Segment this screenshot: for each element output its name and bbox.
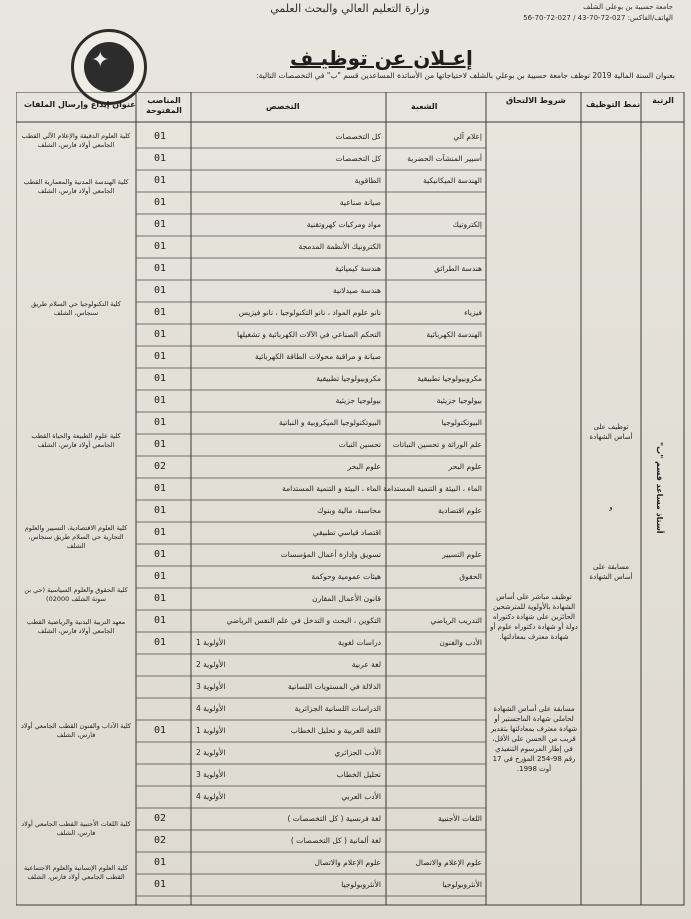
positions-cell: 01 <box>154 263 167 274</box>
positions-cell: 01 <box>154 351 167 362</box>
positions-cell: 02 <box>154 461 167 472</box>
branch-cell: علوم البحر <box>448 462 482 471</box>
col-header-address: عنوان إيداع وإرسال الملفات <box>24 100 136 109</box>
specialty-cell: لغة ألمانية ( كل التخصصات ) <box>290 836 381 845</box>
positions-cell: 01 <box>154 373 167 384</box>
specialty-cell: دراسات لغوية <box>338 638 381 647</box>
priority-cell: الأولوية 4 <box>196 792 226 801</box>
ministry-heading: وزارة التعليم العالي والبحث العلمي <box>270 2 430 15</box>
branch-cell: بيولوجيا جزيئية <box>436 396 482 405</box>
specialty-cell: محاسبة، مالية وبنوك <box>317 506 381 515</box>
specialty-cell: البيوتكنولوجيا الميكروبية و النباتية <box>278 418 381 427</box>
specialty-cell: هندسة صيدلانية <box>332 286 381 295</box>
specialty-cell: لغة فرنسية ( كل التخصصات ) <box>287 814 381 823</box>
specialty-cell: التكوين ، البحث و التدخل في علم النفس الرياضي <box>226 616 381 625</box>
priority-cell: الأولوية 2 <box>196 660 226 669</box>
positions-cell: 01 <box>154 417 167 428</box>
university-line: جامعة حسيبة بن بوعلي الشلف <box>583 3 673 11</box>
specialty-cell: صيانة و مراقبة محولات الطاقة الكهربائية <box>254 352 381 361</box>
branch-cell: علم الوراثة و تحسين النباتات <box>392 440 482 449</box>
positions-cell: 01 <box>154 857 167 868</box>
positions-cell: 01 <box>154 615 167 626</box>
faculty-cell: كلية العلوم الدقيقة والإعلام الآلي القطب الجامعي أولاد فارس، الشلف <box>21 132 131 149</box>
branch-cell: الهندسة الميكانيكية <box>423 176 482 185</box>
positions-cell: 01 <box>154 153 167 164</box>
col-header-grade: الرتبة <box>652 96 674 105</box>
col-header-branch: الشعبة <box>411 102 438 111</box>
branch-cell: علوم التسيير <box>442 550 482 559</box>
specialty-cell: علوم الإعلام والاتصال <box>314 858 381 867</box>
faculty-cell: كلية الآداب والفنون القطب الجامعي أولاد فارس، الشلف <box>21 722 131 739</box>
branch-cell: فيزياء <box>464 308 482 317</box>
positions-cell: 02 <box>154 813 167 824</box>
positions-cell: 01 <box>154 505 167 516</box>
positions-cell: 01 <box>154 285 167 296</box>
priority-cell: الأولوية 3 <box>196 682 226 691</box>
faculty-cell: كلية التكنولوجيا حي السلام طريق سنجاس، الشلف <box>31 300 121 317</box>
branch-cell: التدريب الرياضي <box>430 616 482 625</box>
specialty-cell: هندسة كيميائية <box>335 264 381 273</box>
specialty-cell: مكروبيولوجيا تطبيقية <box>316 374 381 383</box>
faculty-cell: كلية اللغات الأجنبية القطب الجامعي أولاد فارس، الشلف <box>21 820 131 837</box>
specialty-cell: كل التخصصات <box>335 154 381 163</box>
positions-cell: 01 <box>154 549 167 560</box>
branch-cell: البيوتكنولوجيا <box>441 418 482 427</box>
specialty-cell: الأدب العربي <box>341 792 381 801</box>
specialty-cell: هيئات عمومية وحوكمة <box>311 572 381 581</box>
positions-cell: 01 <box>154 131 167 142</box>
positions-cell: 01 <box>154 725 167 736</box>
specialty-cell: الكترونيك الأنظمة المدمجة <box>298 242 381 251</box>
branch-cell: اللغات الأجنبية <box>437 814 482 823</box>
specialty-cell: بيولوجيا جزيئية <box>335 396 381 405</box>
priority-cell: الأولوية 2 <box>196 748 226 757</box>
branch-cell: علوم اقتصادية <box>437 506 482 515</box>
specialty-cell: تسويق وإدارة أعمال المؤسسات <box>280 550 381 559</box>
col-header-conditions: شروط الالتحاق <box>506 96 566 105</box>
bird-icon: ✦ <box>91 48 110 73</box>
faculty-cell: كلية الحقوق والعلوم السياسية (حي بن سونة الشلف 02000) <box>24 586 128 603</box>
specialty-cell: الطاقوية <box>354 176 381 185</box>
branch-cell: الماء ، البيئة و التنمية المستدامة <box>383 484 482 493</box>
col-header-specialty: التخصص <box>266 102 300 111</box>
priority-cell: الأولوية 4 <box>196 704 226 713</box>
priority-cell: الأولوية 1 <box>196 726 226 735</box>
faculty-cell: كلية علوم الطبيعة والحياة القطب الجامعي أولاد فارس، الشلف <box>31 432 121 449</box>
positions-cell: 01 <box>154 593 167 604</box>
positions-cell: 01 <box>154 329 167 340</box>
specialty-cell: مواد ومركبات كهروتقنية <box>306 220 381 229</box>
specialty-cell: لغة عربية <box>351 660 381 669</box>
positions-cell: 01 <box>154 241 167 252</box>
faculty-cell: كلية العلوم الإنسانية والعلوم الاجتماعية القطب الجامعي أولاد فارس، الشلف <box>24 864 128 881</box>
branch-cell: الأدب والفنون <box>439 638 482 647</box>
branch-cell: الحقوق <box>459 572 482 581</box>
positions-cell: 01 <box>154 219 167 230</box>
mode-separator: و <box>609 503 613 511</box>
branch-cell: إعلام آلي <box>453 132 482 141</box>
positions-cell: 01 <box>154 395 167 406</box>
specialty-cell: اللغة العربية و تحليل الخطاب <box>290 726 381 735</box>
positions-cell: 01 <box>154 197 167 208</box>
positions-cell: 01 <box>154 483 167 494</box>
branch-cell: الأنثروبولوجيا <box>442 880 482 889</box>
specialty-cell: نانو علوم المواد ، نانو التكنولوجيا ، نانو فيزيس <box>238 308 381 317</box>
positions-cell: 01 <box>154 527 167 538</box>
branch-cell: هندسة الطرائق <box>434 264 482 273</box>
recruitment-table <box>16 92 686 907</box>
branch-cell: مكروبيولوجيا تطبيقية <box>417 374 482 383</box>
faculty-cell: كلية العلوم الاقتصادية، التسيير والعلوم التجارية حي السلام طريق سنجاس، الشلف <box>24 524 128 550</box>
phone-line: الهاتف/الفاكس: 027-72-70-43 / 027-72-70-56 <box>523 14 673 22</box>
positions-cell: 01 <box>154 637 167 648</box>
positions-cell: 02 <box>154 835 167 846</box>
positions-cell: 01 <box>154 439 167 450</box>
specialty-cell: صيانة صناعية <box>339 198 381 207</box>
positions-cell: 01 <box>154 175 167 186</box>
specialty-cell: قانون الأعمال المقارن <box>312 594 381 603</box>
branch-cell: علوم الإعلام والاتصال <box>415 858 482 867</box>
specialty-cell: اقتصاد قياسي تطبيقي <box>312 528 381 537</box>
specialty-cell: تحليل الخطاب <box>336 770 381 779</box>
specialty-cell: الأدب الجزائري <box>334 748 381 757</box>
specialty-cell: كل التخصصات <box>335 132 381 141</box>
positions-cell: 01 <box>154 307 167 318</box>
faculty-cell: معهد التربية البدنية والرياضية القطب الجامعي أولاد فارس، الشلف <box>26 618 126 635</box>
branch-cell: إلكتروتيك <box>452 220 482 229</box>
announcement-intro: بعنوان السنة المالية 2019 توظف جامعة حسيبة بن بوعلي بالشلف لاحتياجاتها من الأساتذة المساعدين قسم "ب" في التخصصات التالية: <box>256 71 675 80</box>
specialty-cell: الماء ، البيئة و التنمية المستدامة <box>282 484 381 493</box>
condition-magister: مسابقة على أساس الشهادة لحاملي شهادة الماجستير أو شهادة معترف بمعادلتها بتقدير قريب من الحسن على الأقل، في إطار المرسوم التنفيذي رقم 98-254 المؤرخ في 17 أوت 1998. <box>490 705 578 773</box>
top-right-block <box>523 2 673 24</box>
mode-contest: مسابقة على أساس الشهادة <box>589 563 633 581</box>
branch-cell: الهندسة الكهربائية <box>426 330 482 339</box>
faculty-cell: كلية الهندسة المدنية والمعمارية القطب الجامعي أولاد فارس، الشلف <box>23 178 129 195</box>
table-grid-lines <box>16 92 686 907</box>
positions-cell: 01 <box>154 879 167 890</box>
positions-cell: 01 <box>154 571 167 582</box>
announcement-title: إعـلان عن توظيـف <box>290 46 473 70</box>
specialty-cell: الأنثروبولوجيا <box>341 880 381 889</box>
specialty-cell: علوم البحر <box>347 462 381 471</box>
specialty-cell: التحكم الصناعي في الآلات الكهربائية و تشغيلها <box>237 330 381 339</box>
col-header-mode: نمط التوظيف <box>586 100 641 109</box>
priority-cell: الأولوية 1 <box>196 638 226 647</box>
specialty-cell: الدراسات اللسانية الجزائرية <box>294 704 381 713</box>
specialty-cell: تحسين النبات <box>338 440 381 449</box>
col-header-positions: المناصب المفتوحة <box>146 96 182 115</box>
condition-master: توظيف مباشر على أساس الشهادة بالأولوية للمترشحين الحائزين على شهادة دكتوراه دولة أو شهادة دكتوراه علوم أو شهادة معترف بمعادلتها. <box>490 593 578 641</box>
specialty-cell: الدلالة في المستويات اللسانية <box>287 682 381 691</box>
grade-label: أستاذ مساعد قسم "ب" <box>655 442 664 534</box>
mode-test: توظيف على أساس الشهادة <box>589 423 633 441</box>
branch-cell: أسيير المنشآت الحضرية <box>407 154 482 163</box>
priority-cell: الأولوية 3 <box>196 770 226 779</box>
